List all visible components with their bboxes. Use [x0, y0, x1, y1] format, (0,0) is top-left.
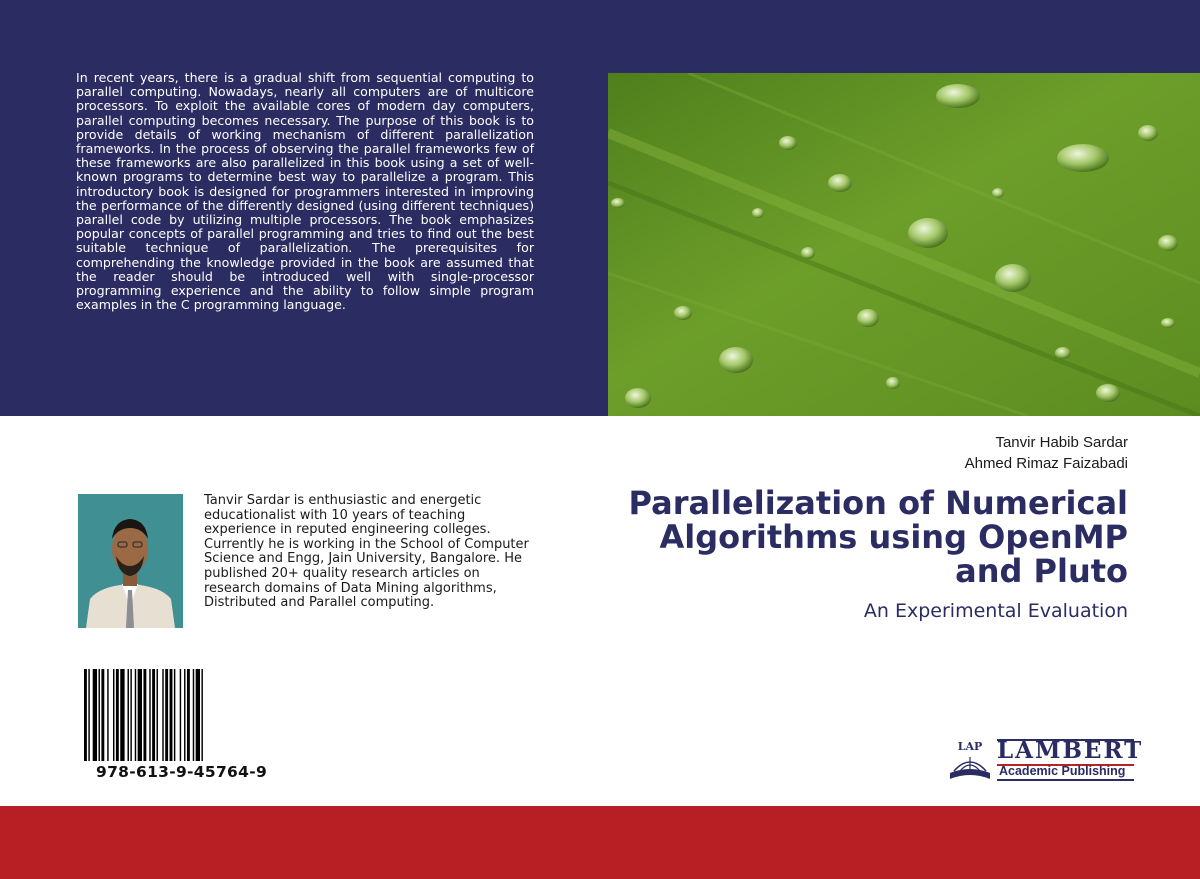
- publisher-tagline: Academic Publishing: [999, 764, 1126, 778]
- red-bottom-band: [0, 806, 1200, 879]
- lap-seal-text: LAP: [957, 740, 983, 753]
- author-1: Tanvir Habib Sardar: [995, 434, 1128, 451]
- cover-leaf-photo: [608, 73, 1200, 416]
- lap-seal-icon: [944, 735, 996, 785]
- author-photo: [78, 494, 183, 628]
- book-subtitle: An Experimental Evaluation: [863, 600, 1128, 622]
- back-cover-blurb: In recent years, there is a gradual shift from sequential computing to parallel computing. Nowadays, nearly all computers are of multicore processors. To exploit the available cores of modern day computers, parallel computing becomes necessary. The purpose of this book is to provide details of working mechanism of different parallelization frameworks. In the process of observing the parallel frameworks few of these frameworks are also parallelized in this book using a set of well-known programs to determine best way to parallelize a program. This introductory book is designed for programmers interested in improving the performance of the differently designed (using different techniques) parallel code by utilizing multiple processors. The book emphasizes popular concepts of parallel programming and tries to find out the best suitable technique of parallelization. The prerequisites for comprehending the knowledge provided in the book are assumed that the reader should be introduced well with single-processor programming experience and the ability to follow simple program examples in the C programming language.: [76, 70, 534, 313]
- isbn-number: 978-613-9-45764-9: [96, 763, 268, 781]
- author-bio: Tanvir Sardar is enthusiastic and energetic educationalist with 10 years of teaching experience in reputed engineering colleges. Currently he is working in the School of Computer Science and Engg, Jain University, Bangalore. He published 20+ quality research articles on research domains of Data Mining algorithms, Distributed and Parallel computing.: [204, 493, 529, 611]
- author-names: [965, 432, 1128, 474]
- book-title: Parallelization of Numerical Algorithms using OpenMP and Pluto: [628, 484, 1128, 590]
- publisher-name: LAMBERT: [997, 737, 1144, 764]
- publisher-logo: [944, 735, 1144, 785]
- author-2: Ahmed Rimaz Faizabadi: [964, 455, 1128, 472]
- lambert-rule-bottom: [997, 779, 1134, 781]
- isbn-barcode: [82, 669, 252, 761]
